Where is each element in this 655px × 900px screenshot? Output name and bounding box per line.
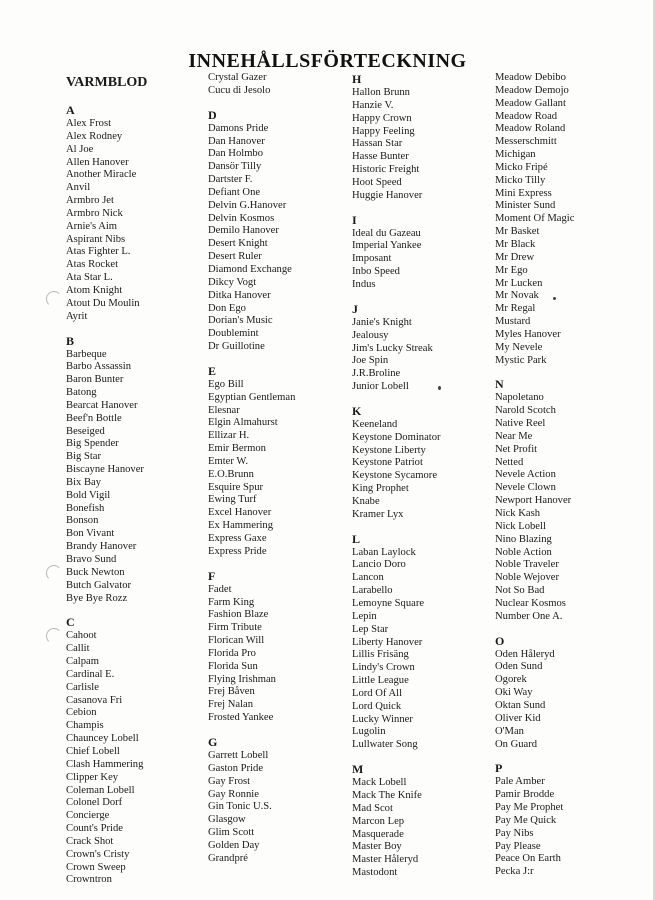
index-entry: Bravo Sund bbox=[66, 554, 117, 565]
index-entry: Defiant One bbox=[208, 186, 261, 198]
index-entry: Big Star bbox=[66, 451, 102, 463]
index-entry: Near Me bbox=[495, 430, 533, 442]
index-entry: Hallon Brunn bbox=[352, 87, 410, 98]
index-entry: Allen Hanover bbox=[66, 156, 129, 168]
index-entry: Number One A. bbox=[495, 610, 563, 622]
index-entry: Chief Lobell bbox=[66, 745, 120, 757]
index-entry: Net Profit bbox=[495, 443, 538, 455]
index-entry: Nick Lobell bbox=[495, 520, 546, 532]
index-entry: Cardinal E. bbox=[66, 668, 115, 680]
index-entry: Pale Amber bbox=[495, 776, 545, 788]
index-entry: Arnie's Aim bbox=[66, 220, 118, 232]
index-entry: Noble Wejover bbox=[495, 572, 559, 584]
index-entry: Indus bbox=[352, 278, 376, 290]
index-section bbox=[495, 634, 645, 752]
index-entry: Mr Ego bbox=[495, 264, 528, 276]
index-entry: Meadow Roland bbox=[495, 123, 566, 135]
index-section bbox=[208, 735, 358, 866]
index-entry: Crystal Gazer bbox=[208, 72, 267, 83]
index-entry: Master Håleryd bbox=[352, 854, 419, 866]
index-entry: Keystone Patriot bbox=[352, 457, 423, 469]
index-entry: Meadow Debibo bbox=[495, 72, 566, 83]
section-letter: O bbox=[495, 633, 505, 648]
index-entry: Anvil bbox=[66, 182, 91, 194]
index-entry: Myles Hanover bbox=[495, 328, 561, 340]
index-section bbox=[66, 334, 216, 606]
index-section bbox=[495, 761, 645, 879]
index-entry: Bonefish bbox=[66, 502, 105, 514]
index-entry: Crack Shot bbox=[66, 835, 114, 847]
index-entry: Minister Sund bbox=[495, 200, 556, 212]
index-entry: Peace On Earth bbox=[495, 853, 561, 865]
index-entry: Meadow Demojo bbox=[495, 84, 569, 96]
index-entry: Ayrit bbox=[66, 310, 88, 322]
index-entry: Atas Fighter L. bbox=[66, 246, 131, 258]
index-section bbox=[66, 615, 216, 887]
section-letter: G bbox=[208, 734, 218, 749]
index-section bbox=[66, 103, 216, 324]
index-entry: Nevele Clown bbox=[495, 482, 556, 494]
index-entry: Ogorek bbox=[495, 674, 527, 686]
index-entry: Garrett Lobell bbox=[208, 749, 269, 761]
index-entry: Atom Knight bbox=[66, 284, 123, 296]
section-letter: J bbox=[352, 301, 358, 316]
index-entry: J.R.Broline bbox=[352, 368, 401, 380]
index-entry: Brandy Hanover bbox=[66, 541, 137, 553]
section-letter: L bbox=[352, 531, 361, 546]
index-section bbox=[208, 364, 358, 559]
index-entry: Nuclear Kosmos bbox=[495, 597, 566, 609]
index-entry: Damons Pride bbox=[208, 122, 269, 134]
index-entry: Noble Traveler bbox=[495, 559, 559, 571]
index-entry: Mr Black bbox=[495, 238, 536, 250]
index-entry: Junior Lobell bbox=[352, 381, 409, 393]
index-entry: Dan Hanover bbox=[208, 135, 265, 147]
index-entry: Mr Regal bbox=[495, 303, 536, 315]
index-entry: Baron Bunter bbox=[66, 374, 124, 386]
index-entry: Bon Vivant bbox=[66, 528, 115, 540]
index-section bbox=[208, 108, 358, 354]
index-entry: Florican Will bbox=[208, 635, 265, 647]
index-entry: Bonson bbox=[66, 515, 99, 527]
index-entry: Armbro Jet bbox=[66, 195, 114, 207]
index-entry: Hanzie V. bbox=[352, 99, 394, 111]
index-entry: Gaston Pride bbox=[208, 762, 264, 774]
index-entry: Lancon bbox=[352, 572, 384, 584]
index-entry: Frosted Yankee bbox=[208, 712, 274, 724]
index-entry: Don Ego bbox=[208, 302, 246, 314]
index-entry: Carlisle bbox=[66, 681, 99, 693]
index-entry: Florida Pro bbox=[208, 647, 256, 659]
index-entry: Coleman Lobell bbox=[66, 784, 135, 796]
section-letter: C bbox=[66, 615, 75, 630]
index-entry: Emter W. bbox=[208, 455, 249, 467]
index-entry: Mack Lobell bbox=[352, 777, 407, 789]
index-entry: Hassan Star bbox=[352, 138, 403, 150]
section-letter: K bbox=[352, 403, 362, 418]
index-entry: Dorian's Music bbox=[208, 315, 273, 327]
index-entry: Pay Please bbox=[495, 840, 541, 852]
punch-hole-mark bbox=[46, 291, 62, 307]
index-entry: Golden Day bbox=[208, 839, 260, 851]
index-entry: Mustard bbox=[495, 316, 531, 328]
index-entry: Lep Star bbox=[352, 623, 389, 635]
index-entry: Frej Nalan bbox=[208, 699, 254, 711]
index-entry: Emir Bermon bbox=[208, 443, 266, 455]
index-entry: Noble Action bbox=[495, 546, 552, 558]
index-entry: Express Pride bbox=[208, 545, 267, 557]
index-entry: Mack The Knife bbox=[352, 789, 422, 801]
column-4 bbox=[495, 72, 645, 879]
section-letter: H bbox=[352, 72, 362, 86]
index-entry: Atout Du Moulin bbox=[66, 297, 140, 309]
index-entry: Meadow Road bbox=[495, 110, 558, 122]
index-entry: Delvin G.Hanover bbox=[208, 199, 287, 211]
index-entry: Hasse Bunter bbox=[352, 151, 409, 163]
index-entry: Ditka Hanover bbox=[208, 289, 271, 301]
section-letter: D bbox=[208, 107, 217, 122]
index-entry: Aspirant Nibs bbox=[66, 233, 126, 245]
index-entry: Demilo Hanover bbox=[208, 225, 279, 237]
index-entry: Nino Blazing bbox=[495, 533, 552, 545]
punch-hole-mark bbox=[46, 628, 62, 644]
index-entry: Bix Bay bbox=[66, 476, 102, 488]
index-entry: Dan Holmbo bbox=[208, 148, 264, 160]
index-entry: Glasgow bbox=[208, 814, 246, 826]
index-entry: Masquerade bbox=[352, 828, 404, 840]
index-entry: Clipper Key bbox=[66, 771, 119, 783]
index-entry: Crown Sweep bbox=[66, 861, 126, 873]
index-entry: Cebion bbox=[66, 707, 97, 719]
index-entry: Ego Bill bbox=[208, 378, 244, 390]
index-entry: Mr Drew bbox=[495, 251, 535, 263]
index-entry: Little League bbox=[352, 675, 409, 687]
index-entry: Lord Quick bbox=[352, 700, 402, 712]
index-entry: Nevele Action bbox=[495, 469, 556, 481]
index-entry: Big Spender bbox=[66, 438, 119, 450]
index-entry: Lancio Doro bbox=[352, 559, 406, 571]
index-entry: Knabe bbox=[352, 495, 380, 507]
index-entry: Inbo Speed bbox=[352, 266, 400, 278]
index-entry: Pecka J:r bbox=[495, 866, 534, 878]
index-entry: Delvin Kosmos bbox=[208, 212, 275, 224]
index-entry: Elgin Almahurst bbox=[208, 417, 278, 429]
index-entry: Janie's Knight bbox=[352, 316, 412, 328]
index-entry: Imposant bbox=[352, 253, 392, 265]
index-section bbox=[352, 213, 502, 292]
ink-speck bbox=[438, 386, 441, 390]
section-letter: F bbox=[208, 568, 216, 583]
index-entry: Oktan Sund bbox=[495, 699, 546, 711]
column-1 bbox=[66, 75, 216, 887]
index-entry: Kramer Lyx bbox=[352, 508, 404, 520]
index-entry: Oden Sund bbox=[495, 661, 543, 673]
index-entry: Grandpré bbox=[208, 852, 249, 864]
index-section bbox=[352, 302, 502, 394]
index-entry: My Nevele bbox=[495, 341, 543, 353]
index-entry: Marcon Lep bbox=[352, 815, 405, 827]
index-entry: Another Miracle bbox=[66, 169, 137, 181]
index-entry: Esquire Spur bbox=[208, 481, 264, 493]
index-entry: Keystone Dominator bbox=[352, 431, 441, 443]
index-entry: King Prophet bbox=[352, 483, 409, 495]
index-entry: Ewing Turf bbox=[208, 494, 257, 506]
index-entry: Oliver Kid bbox=[495, 712, 541, 724]
index-entry: Dartster F. bbox=[208, 174, 253, 186]
index-entry: Desert Knight bbox=[208, 238, 268, 250]
index-entry: Gay Ronnie bbox=[208, 788, 259, 800]
index-entry: Batong bbox=[66, 387, 97, 399]
index-entry: Dansör Tilly bbox=[208, 161, 262, 173]
index-section bbox=[495, 72, 645, 367]
index-entry: Micko Tilly bbox=[495, 174, 546, 186]
index-entry: Dr Guillotine bbox=[208, 341, 265, 353]
index-entry: Atas Rocket bbox=[66, 259, 119, 271]
index-entry: Messerschmitt bbox=[495, 136, 557, 148]
index-entry: Lemoyne Square bbox=[352, 598, 425, 609]
index-entry: Fashion Blaze bbox=[208, 609, 269, 621]
index-entry: Biscayne Hanover bbox=[66, 464, 144, 476]
index-entry: Mad Scot bbox=[352, 802, 393, 814]
page-title: INNEHÅLLSFÖRTECKNING bbox=[188, 50, 467, 72]
index-entry: Doublemint bbox=[208, 328, 259, 340]
index-entry: Pay Me Prophet bbox=[495, 802, 564, 814]
index-entry: Cucu di Jesolo bbox=[208, 84, 271, 96]
index-entry: Champis bbox=[66, 720, 104, 732]
index-entry: Pay Me Quick bbox=[495, 814, 557, 826]
index-entry: On Guard bbox=[495, 738, 538, 750]
index-entry: Newport Hanover bbox=[495, 495, 572, 507]
index-entry: Firm Tribute bbox=[208, 622, 262, 634]
index-entry: Narold Scotch bbox=[495, 405, 556, 417]
index-entry: Mr Lucken bbox=[495, 277, 543, 289]
index-entry: Frej Båven bbox=[208, 686, 255, 698]
index-entry: Laban Laylock bbox=[352, 546, 416, 558]
index-entry: Mystic Park bbox=[495, 354, 547, 366]
index-entry: Bye Bye Rozz bbox=[66, 592, 128, 604]
index-section bbox=[352, 404, 502, 522]
index-entry: Michigan bbox=[495, 149, 536, 161]
index-entry: E.O.Brunn bbox=[208, 468, 254, 480]
index-entry: Beseiged bbox=[66, 425, 105, 437]
index-entry: Oden Håleryd bbox=[495, 648, 555, 660]
index-entry: Keeneland bbox=[352, 418, 398, 430]
index-entry: Flying Irishman bbox=[208, 673, 276, 685]
index-entry: Keystone Liberty bbox=[352, 444, 426, 456]
index-entry: Oki Way bbox=[495, 687, 533, 699]
index-entry: Mastodont bbox=[352, 867, 398, 879]
index-entry: Netted bbox=[495, 456, 524, 468]
index-entry: Colonel Dorf bbox=[66, 797, 123, 809]
section-letter: P bbox=[495, 761, 503, 776]
index-entry: Ellizar H. bbox=[208, 430, 250, 442]
index-entry: Master Boy bbox=[352, 841, 402, 853]
section-heading: VARMBLOD bbox=[66, 75, 148, 90]
index-entry: Ex Hammering bbox=[208, 520, 274, 532]
section-letter: A bbox=[66, 103, 75, 117]
index-entry: Jealousy bbox=[352, 329, 389, 341]
index-entry: Pay Nibs bbox=[495, 827, 534, 839]
index-entry: Casanova Fri bbox=[66, 694, 123, 706]
index-entry: Gin Tonic U.S. bbox=[208, 801, 272, 813]
index-entry: Happy Crown bbox=[352, 112, 412, 124]
index-entry: Clash Hammering bbox=[66, 758, 144, 770]
index-entry: Crowntron bbox=[66, 874, 112, 886]
index-entry: Hoot Speed bbox=[352, 176, 402, 188]
index-entry: Larabello bbox=[352, 585, 393, 597]
index-entry: Dikcy Vogt bbox=[208, 276, 257, 288]
index-entry: Barbo Assassin bbox=[66, 361, 132, 373]
index-section bbox=[208, 569, 358, 725]
index-entry: Lucky Winner bbox=[352, 713, 413, 725]
index-entry: Imperial Yankee bbox=[352, 240, 422, 252]
index-entry: Meadow Gallant bbox=[495, 97, 566, 109]
index-entry: Not So Bad bbox=[495, 585, 545, 597]
index-entry: Liberty Hanover bbox=[352, 636, 423, 648]
index-entry: Jim's Lucky Streak bbox=[352, 342, 433, 354]
index-entry: Farm King bbox=[208, 596, 255, 608]
index-entry: Concierge bbox=[66, 810, 110, 822]
index-entry: Diamond Exchange bbox=[208, 263, 292, 275]
index-entry: Historic Freight bbox=[352, 164, 420, 176]
index-entry: Joe Spin bbox=[352, 355, 389, 367]
index-entry: Lugolin bbox=[352, 726, 386, 738]
index-entry: Desert Ruler bbox=[208, 251, 262, 263]
column-3 bbox=[352, 72, 502, 880]
index-entry: Glim Scott bbox=[208, 827, 255, 839]
index-entry: Huggie Hanover bbox=[352, 189, 423, 201]
index-entry: Buck Newton bbox=[66, 566, 125, 578]
index-entry: Alex Frost bbox=[66, 118, 112, 129]
index-entry: Cahoot bbox=[66, 630, 97, 642]
index-entry: Lepin bbox=[352, 610, 377, 622]
index-entry: Micko Fripé bbox=[495, 161, 548, 173]
section-letter: E bbox=[208, 363, 217, 378]
index-entry: Napoletano bbox=[495, 392, 544, 404]
index-entry: Butch Galvator bbox=[66, 579, 132, 591]
index-entry: Lullwater Song bbox=[352, 739, 418, 751]
index-entry: Beef'n Bottle bbox=[66, 412, 122, 424]
index-section bbox=[352, 762, 502, 880]
column-2 bbox=[208, 72, 358, 866]
index-entry: Gay Frost bbox=[208, 775, 251, 787]
index-entry: Mini Express bbox=[495, 187, 552, 199]
index-entry: Express Gaxe bbox=[208, 533, 267, 544]
index-section bbox=[352, 532, 502, 753]
index-entry: Nick Kash bbox=[495, 508, 541, 519]
index-entry: Ata Star L. bbox=[66, 272, 113, 284]
index-entry: O'Man bbox=[495, 725, 524, 737]
index-entry: Lindy's Crown bbox=[352, 662, 415, 674]
index-entry: Happy Feeling bbox=[352, 125, 415, 137]
index-entry: Chauncey Lobell bbox=[66, 733, 139, 745]
section-letter: I bbox=[352, 212, 357, 227]
index-entry: Alex Rodney bbox=[66, 130, 123, 142]
index-entry: Bold Vigil bbox=[66, 489, 111, 501]
index-entry: Calpam bbox=[66, 656, 99, 668]
index-entry: Fadet bbox=[208, 583, 232, 595]
index-entry: Barbeque bbox=[66, 348, 107, 360]
index-entry: Callit bbox=[66, 643, 90, 655]
index-entry: Lord Of All bbox=[352, 687, 403, 699]
index-entry: Mr Novak bbox=[495, 290, 539, 302]
index-section bbox=[352, 72, 502, 203]
index-entry: Excel Hanover bbox=[208, 507, 272, 519]
index-entry: Armbro Nick bbox=[66, 207, 123, 219]
section-letter: M bbox=[352, 762, 364, 777]
index-entry: Elesnar bbox=[208, 404, 240, 416]
section-letter: B bbox=[66, 333, 75, 348]
section-letter: N bbox=[495, 377, 504, 392]
punch-hole-mark bbox=[46, 565, 62, 581]
index-entry: Al Joe bbox=[66, 143, 94, 155]
index-entry: Egyptian Gentleman bbox=[208, 391, 296, 403]
index-entry: Keystone Sycamore bbox=[352, 470, 438, 482]
index-entry: Ideal du Gazeau bbox=[352, 227, 421, 239]
index-entry: Count's Pride bbox=[66, 823, 123, 835]
index-entry: Crown's Cristy bbox=[66, 848, 130, 860]
index-entry: Pamir Brodde bbox=[495, 789, 555, 801]
index-entry: Moment Of Magic bbox=[495, 213, 575, 225]
index-entry: Florida Sun bbox=[208, 660, 258, 672]
index-entry: Bearcat Hanover bbox=[66, 399, 138, 411]
ink-speck bbox=[553, 297, 556, 300]
index-section bbox=[495, 377, 645, 623]
index-entry: Lillis Frisäng bbox=[352, 649, 409, 661]
index-entry: Mr Basket bbox=[495, 226, 540, 238]
index-section bbox=[208, 72, 358, 98]
index-entry: Native Reel bbox=[495, 418, 546, 430]
